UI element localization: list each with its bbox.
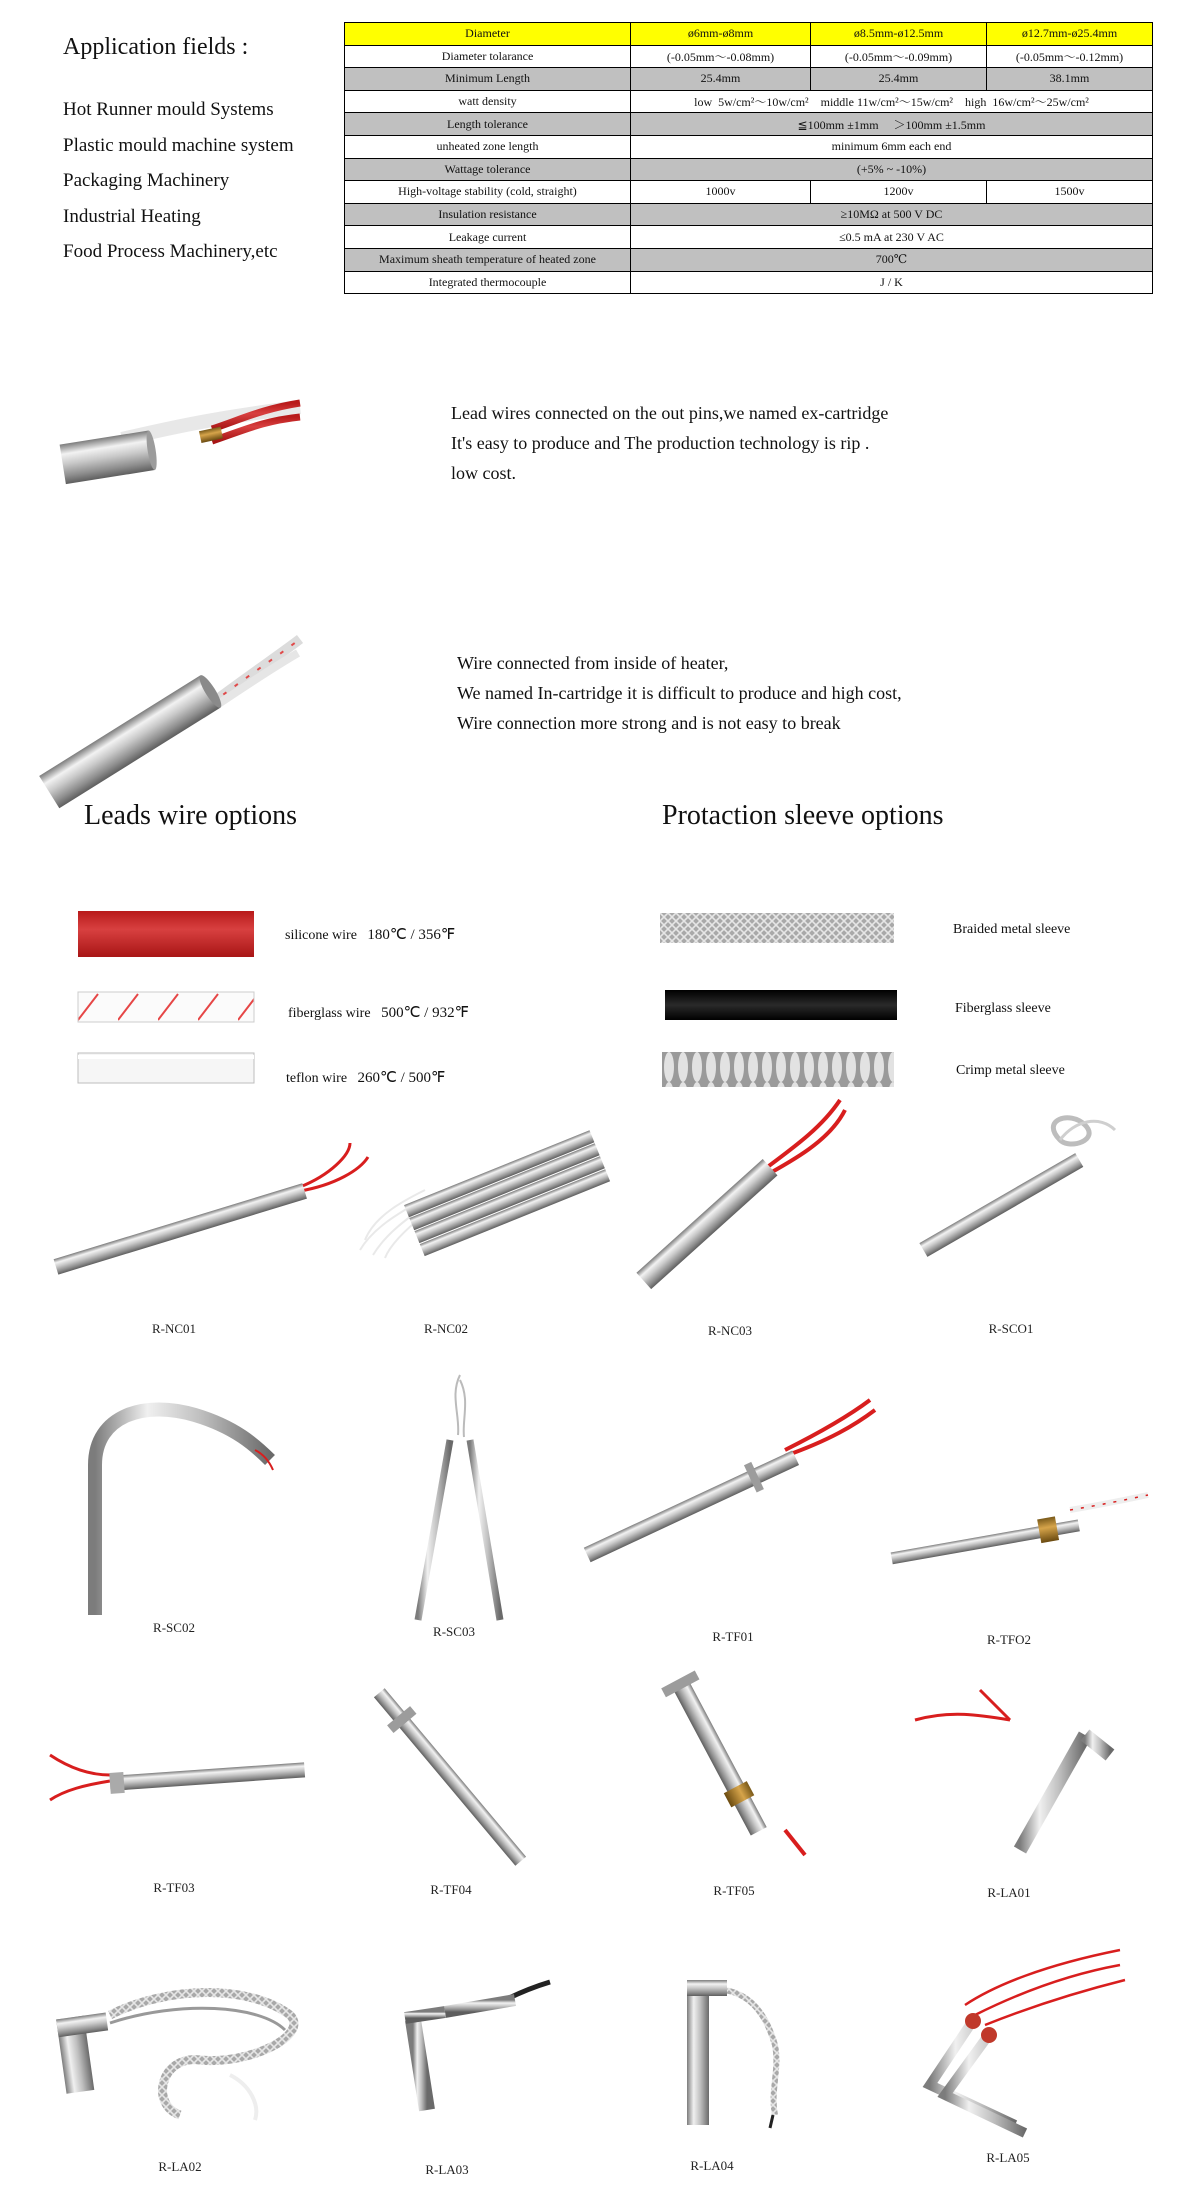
- ex-cartridge-photo: [62, 395, 302, 515]
- ex-cartridge-description: [451, 398, 888, 488]
- application-item: Packaging Machinery: [63, 170, 230, 191]
- spec-cell: 1500v: [987, 181, 1153, 204]
- silicone-wire-label: [285, 925, 455, 944]
- ex-cartridge-line: It's easy to produce and The production technology is rip .: [451, 433, 870, 453]
- product-caption: R-LA04: [690, 2158, 734, 2173]
- product-photo-r-la02: [50, 1975, 310, 2135]
- spec-cell: watt density: [345, 90, 631, 113]
- spec-cell: (-0.05mm～-0.12mm): [987, 45, 1153, 68]
- spec-cell: Minimum Length: [345, 68, 631, 91]
- leads-wire-title: Leads wire options: [84, 800, 298, 831]
- fiberglass-sleeve-label: Fiberglass sleeve: [955, 1001, 1051, 1016]
- spec-cell: ≦100mm ±1mm ＞100mm ±1.5mm: [631, 113, 1153, 136]
- product-caption: R-SC02: [153, 1620, 195, 1635]
- spec-cell: J / K: [631, 271, 1153, 294]
- application-fields-title: Application fields :: [63, 34, 249, 60]
- spec-cell: Wattage tolerance: [345, 158, 631, 181]
- product-photo-r-sc02: [85, 1395, 285, 1620]
- silicone-wire-swatch: [78, 911, 254, 957]
- product-photo-r-tf03: [45, 1745, 310, 1835]
- application-fields-list: [63, 96, 294, 274]
- spec-cell: unheated zone length: [345, 135, 631, 158]
- spec-cell: High-voltage stability (cold, straight): [345, 181, 631, 204]
- product-photo-r-la04: [665, 1965, 835, 2130]
- braided-sleeve-swatch: [660, 913, 894, 943]
- spec-cell: (-0.05mm～-0.09mm): [811, 45, 987, 68]
- spec-cell: 25.4mm: [631, 68, 811, 91]
- spec-row-thermocouple: [345, 271, 1153, 294]
- spec-cell: 1000v: [631, 181, 811, 204]
- spec-cell: 38.1mm: [987, 68, 1153, 91]
- spec-cell: Integrated thermocouple: [345, 271, 631, 294]
- spec-cell: 700℃: [631, 248, 1153, 271]
- product-caption: R-TF04: [430, 1882, 472, 1897]
- application-item: Industrial Heating: [63, 205, 201, 227]
- teflon-wire-label: [286, 1068, 445, 1087]
- product-photo-r-tfo2: [890, 1480, 1150, 1580]
- spec-row-leakage: [345, 226, 1153, 249]
- spec-header-row: [345, 23, 1153, 46]
- product-photo-r-sco1: [900, 1110, 1140, 1270]
- teflon-wire-temp: 260℃ / 500℉: [357, 1070, 446, 1086]
- silicone-wire-name: silicone wire: [285, 928, 357, 943]
- fiberglass-wire-label: [288, 1003, 469, 1022]
- product-caption: R-SCO1: [988, 1321, 1034, 1336]
- spec-row-sheath-temp: [345, 248, 1153, 271]
- product-caption: R-NC01: [151, 1321, 197, 1336]
- spec-cell: 1200v: [811, 181, 987, 204]
- crimp-sleeve-label: Crimp metal sleeve: [956, 1063, 1065, 1078]
- product-caption: R-TFO2: [986, 1632, 1032, 1647]
- spec-cell: Maximum sheath temperature of heated zone: [345, 248, 631, 271]
- spec-header-cell: Diameter: [345, 23, 631, 46]
- spec-table: [344, 22, 1153, 294]
- spec-row-tolerance: [345, 45, 1153, 68]
- ex-cartridge-line: low cost.: [451, 463, 516, 483]
- teflon-wire-name: teflon wire: [286, 1071, 348, 1086]
- spec-cell: Leakage current: [345, 226, 631, 249]
- product-caption: R-TF05: [713, 1883, 755, 1898]
- product-photo-r-la03: [385, 1970, 555, 2120]
- product-photo-r-sc03: [400, 1375, 530, 1625]
- fiberglass-wire-swatch: [78, 992, 254, 1022]
- spec-cell: (-0.05mm～-0.08mm): [631, 45, 811, 68]
- in-cartridge-description: [457, 648, 902, 738]
- spec-cell: ≥10MΩ at 500 V DC: [631, 203, 1153, 226]
- in-cartridge-photo: [62, 633, 302, 773]
- product-photo-r-nc03: [640, 1100, 860, 1275]
- product-caption: R-LA05: [986, 2150, 1030, 2165]
- spec-cell: (+5% ~ -10%): [631, 158, 1153, 181]
- crimp-sleeve-swatch: [662, 1052, 894, 1087]
- product-caption: R-TF03: [153, 1880, 195, 1895]
- fiberglass-wire-name: fiberglass wire: [288, 1006, 371, 1021]
- spec-row-min-length: [345, 68, 1153, 91]
- spec-cell: ≤0.5 mA at 230 V AC: [631, 226, 1153, 249]
- product-photo-r-tf04: [350, 1690, 550, 1865]
- spec-row-high-voltage: [345, 181, 1153, 204]
- spec-header-cell: ø6mm-ø8mm: [631, 23, 811, 46]
- fiberglass-sleeve-swatch: [665, 990, 897, 1020]
- braided-sleeve-label: Braided metal sleeve: [953, 922, 1071, 937]
- product-photo-r-nc02: [345, 1120, 595, 1260]
- in-cartridge-line: We named In-cartridge it is difficult to produce and high cost,: [457, 683, 902, 703]
- spec-cell: low 5w/cm²～10w/cm² middle 11w/cm²～15w/cm² high 16w/cm²～25w/cm²: [631, 90, 1153, 113]
- product-caption: R-NC03: [707, 1323, 753, 1338]
- in-cartridge-line: Wire connection more strong and is not easy to break: [457, 713, 841, 733]
- spec-row-unheated-zone: [345, 135, 1153, 158]
- product-photo-r-la01: [910, 1680, 1150, 1860]
- spec-cell: 25.4mm: [811, 68, 987, 91]
- spec-cell: minimum 6mm each end: [631, 135, 1153, 158]
- product-photo-r-nc01: [50, 1135, 350, 1275]
- spec-cell: Diameter tolarance: [345, 45, 631, 68]
- product-caption: R-LA02: [158, 2159, 202, 2174]
- sleeve-options-title: Protaction sleeve options: [662, 800, 944, 831]
- spec-row-wattage-tolerance: [345, 158, 1153, 181]
- application-item: Plastic mould machine system: [63, 134, 294, 156]
- application-item: Food Process Machinery,etc: [63, 241, 278, 262]
- spec-row-length-tolerance: [345, 113, 1153, 136]
- spec-row-watt-density: [345, 90, 1153, 113]
- application-item: Hot Runner mould Systems: [63, 99, 274, 120]
- product-caption: R-NC02: [423, 1321, 469, 1336]
- in-cartridge-line: Wire connected from inside of heater,: [457, 653, 729, 673]
- product-caption: R-LA01: [987, 1885, 1031, 1900]
- silicone-wire-temp: 180℃ / 356℉: [367, 927, 456, 943]
- ex-cartridge-line: Lead wires connected on the out pins,we named ex-cartridge: [451, 403, 889, 423]
- product-caption: R-SC03: [433, 1624, 475, 1639]
- product-caption: R-TF01: [712, 1629, 754, 1644]
- product-photo-r-tf01: [585, 1400, 875, 1570]
- fiberglass-wire-temp: 500℃ / 932℉: [381, 1005, 469, 1021]
- product-photo-r-tf05: [635, 1680, 815, 1860]
- teflon-wire-swatch: [78, 1053, 254, 1083]
- spec-cell: Insulation resistance: [345, 203, 631, 226]
- spec-header-cell: ø8.5mm-ø12.5mm: [811, 23, 987, 46]
- product-caption: R-LA03: [425, 2162, 469, 2177]
- spec-row-insulation: [345, 203, 1153, 226]
- spec-cell: Length tolerance: [345, 113, 631, 136]
- product-photo-r-la05: [905, 1945, 1135, 2135]
- spec-header-cell: ø12.7mm-ø25.4mm: [987, 23, 1153, 46]
